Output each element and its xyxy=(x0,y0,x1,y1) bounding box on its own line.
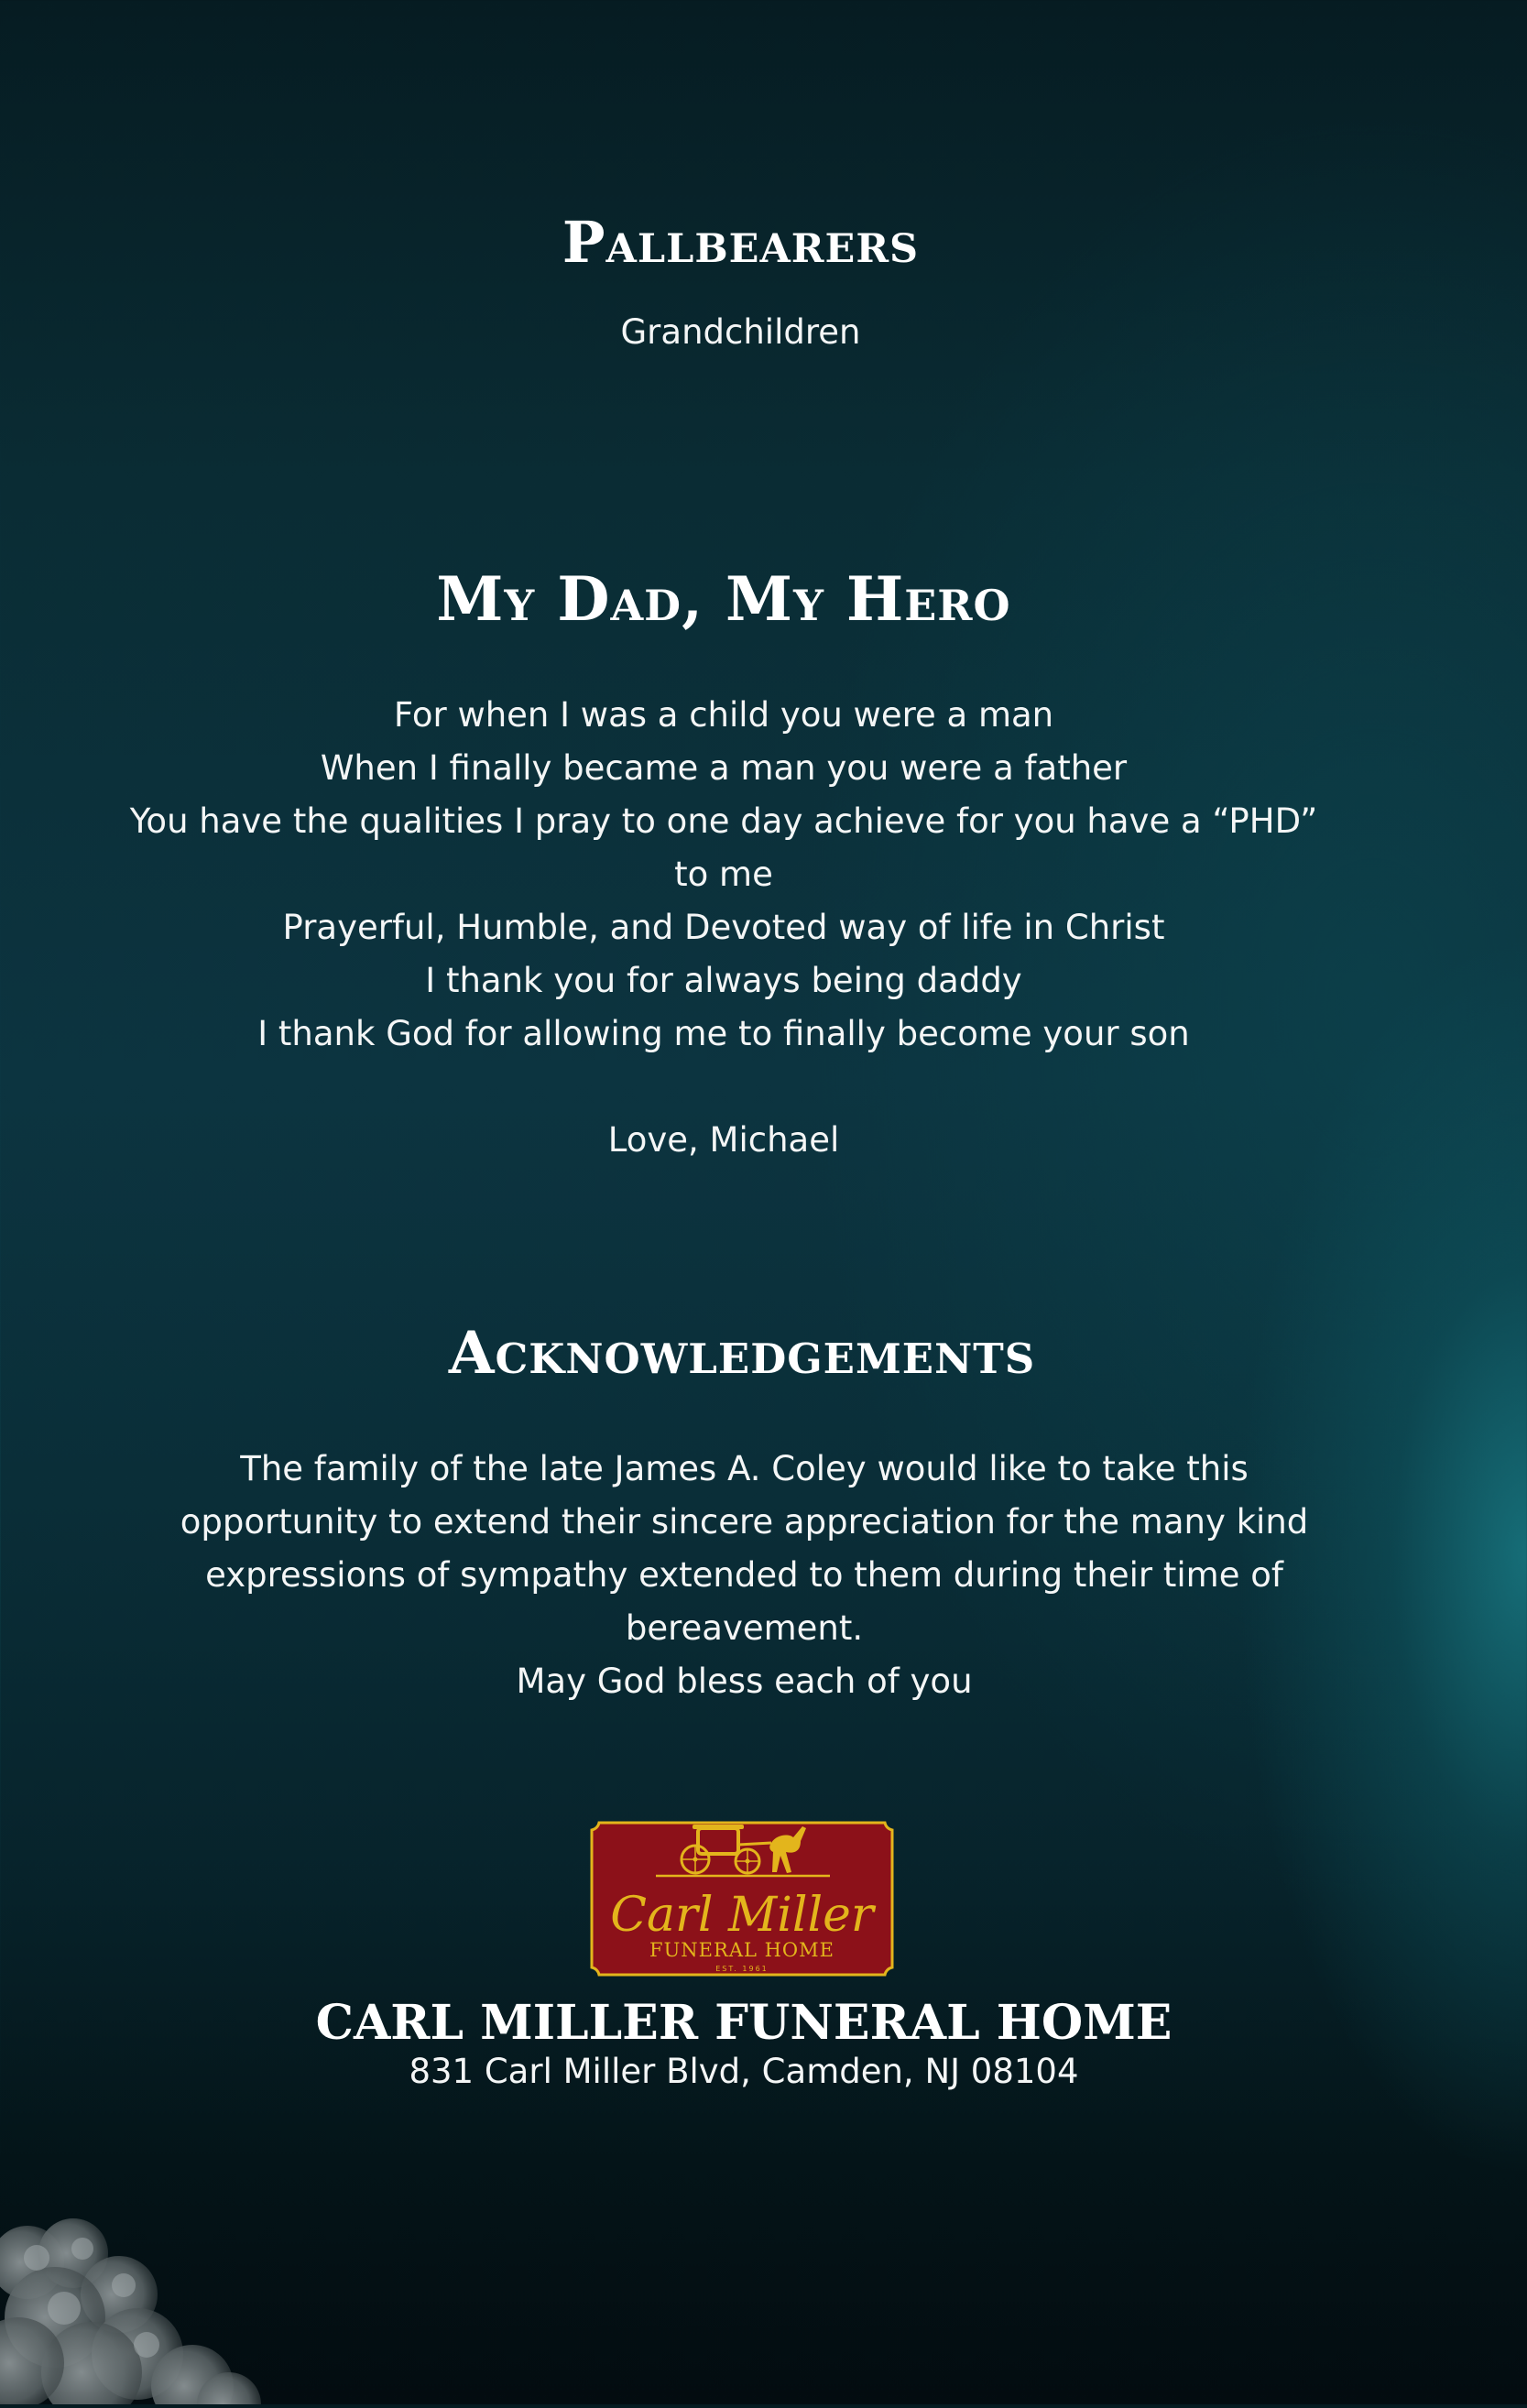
funeral-home-name: CARL MILLER FUNERAL HOME xyxy=(315,1995,1173,2051)
poem-line: I thank you for always being daddy xyxy=(425,961,1022,1000)
logo-script-name: Carl Miller xyxy=(610,1888,874,1943)
pallbearers-heading: Pallbearers xyxy=(562,209,920,276)
poem-line: You have the qualities I pray to one day achieve for you have a “PHD” xyxy=(129,801,1318,841)
tribute-heading: My Dad, My Hero xyxy=(436,563,1011,635)
poem-signature: Love, Michael xyxy=(607,1120,840,1160)
ack-line: bereavement. xyxy=(625,1608,864,1648)
logo-subtitle: FUNERAL HOME xyxy=(649,1939,834,1961)
logo-established: EST. 1961 xyxy=(715,1965,769,1973)
funeral-home-logo xyxy=(590,1821,894,1977)
cloud-decoration xyxy=(0,2207,275,2404)
acknowledgements-text xyxy=(165,1443,1324,1708)
pallbearers-names: Grandchildren xyxy=(620,312,861,352)
acknowledgements-heading: Acknowledgements xyxy=(448,1319,1036,1388)
funeral-home-address: 831 Carl Miller Blvd, Camden, NJ 08104 xyxy=(409,2052,1079,2091)
poem-line: I thank God for allowing me to finally become your son xyxy=(257,1014,1190,1053)
poem-line: Prayerful, Humble, and Devoted way of life in Christ xyxy=(282,908,1165,947)
ack-line: expressions of sympathy extended to them during their time of xyxy=(205,1555,1283,1595)
poem-spacer xyxy=(128,1061,1319,1114)
poem-line: to me xyxy=(674,855,773,894)
ack-line: May God bless each of you xyxy=(516,1662,973,1701)
ack-line: opportunity to extend their sincere appreciation for the many kind xyxy=(180,1502,1309,1542)
tribute-poem xyxy=(128,689,1319,1167)
ack-line: The family of the late James A. Coley would like to take this xyxy=(240,1449,1249,1488)
poem-line: When I finally became a man you were a father xyxy=(320,748,1128,788)
poem-line: For when I was a child you were a man xyxy=(393,695,1054,735)
